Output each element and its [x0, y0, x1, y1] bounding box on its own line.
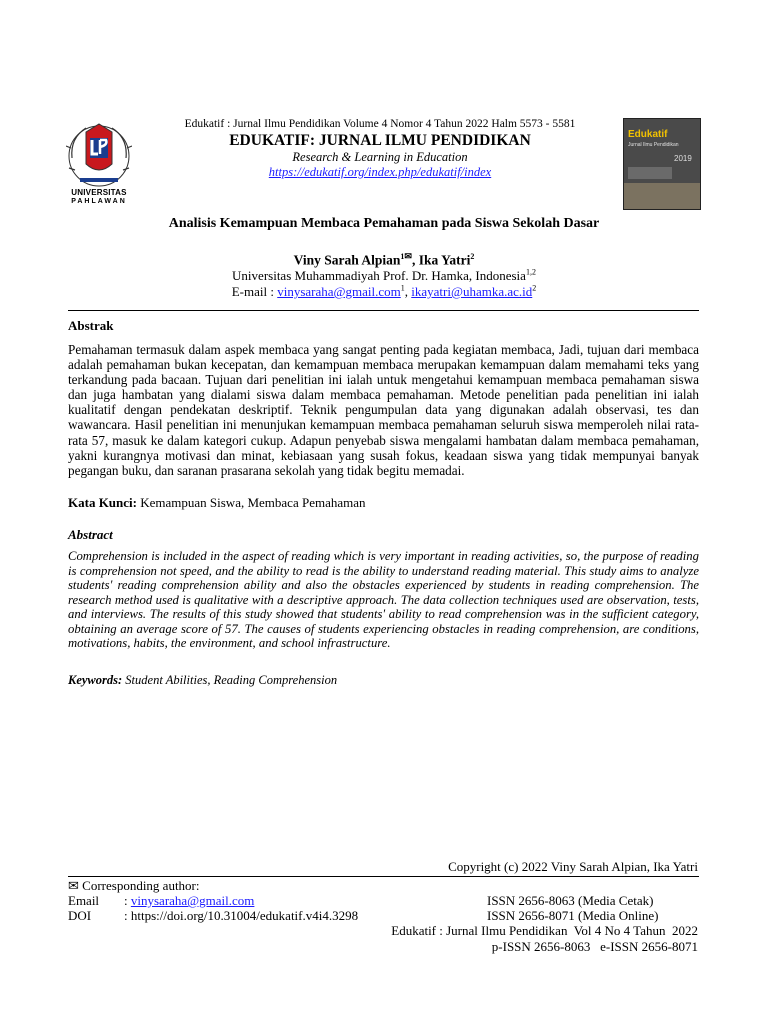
cover-year: 2019: [674, 154, 692, 163]
affiliation-text: Universitas Muhammadiyah Prof. Dr. Hamka, Indonesia: [232, 268, 526, 283]
abstract-keywords-text: Student Abilities, Reading Comprehension: [122, 673, 338, 687]
divider-bottom: [68, 876, 699, 877]
abstract-heading: Abstract: [68, 527, 113, 542]
envelope-icon: ✉: [404, 251, 412, 261]
email-1-sup: 1: [400, 283, 405, 293]
corresponding-label: Corresponding author:: [82, 878, 200, 893]
authors-line: Viny Sarah Alpian$^{1✉}$, Ika Yatri$^2$: [293, 251, 475, 268]
abstrak-keywords-label: Kata Kunci:: [68, 495, 137, 510]
affiliation: [60, 268, 708, 284]
footer-doi-value: : https://doi.org/10.31004/edukatif.v4i4.3298: [124, 908, 359, 923]
email-2-sup: 2: [532, 283, 537, 293]
cover-text-block: [628, 167, 672, 179]
footer-email-sep: :: [124, 893, 131, 908]
abstrak-body: Pemahaman termasuk dalam aspek membaca yang sangat penting pada kegiatan membaca, Jadi, tujuan dari membaca adalah pemahaman bukan kecepatan, dan kemampuan membaca merupakan kemampuan dalam memahami teks yang terkandung pada bacaan. Tujuan dari penelitian ini ialah untuk mengetahui kemampuan membaca pemahaman siswa dan juga hambatan yang dialami siswa dalam membaca pemahaman. Metode penelitian pada penelitian ini ialah kualitatif dengan pendekatan deskriptif. Teknik pengumpulan data yang digunakan adalah observasi, tes dan wawancara. Hasil penelitian ini menunjukan kemampuan membaca pemahaman seluruh siswa memperoleh nilai rata-rata 57, masuk ke dalam kategori cukup. Adapun penyebab siswa mengalami hambatan dalam membaca pemahaman, yakni kurangnya motivasi dan minat, kebiasaan yang susah fokus, keadaan siswa yang tidak mempunyai banyak pegangan buku, dan saranan prasarana sekolah yang tidak begitu memadai.: [68, 342, 699, 478]
corresponding-line: [68, 878, 200, 894]
cover-subtitle: Jurnal Ilmu Pendidikan: [628, 142, 679, 148]
affiliation-sup: 1,2: [525, 267, 536, 277]
envelope-icon: ✉: [68, 878, 79, 893]
email-label: E-mail :: [231, 284, 278, 299]
issn-online: ISSN 2656-8071 (Media Online): [487, 908, 659, 923]
abstract-keywords-label: Keywords:: [68, 673, 123, 687]
journal-url-link[interactable]: [140, 165, 620, 180]
footer-issn-line: p-ISSN 2656-8063 e-ISSN 2656-8071: [491, 939, 698, 954]
author-1-name: Viny Sarah Alpian: [293, 252, 401, 268]
journal-subtitle: Research & Learning in Education: [292, 150, 468, 164]
footer-email: [124, 893, 254, 909]
abstrak-keywords: [68, 495, 699, 511]
logo-text-universitas: UNIVERSITAS: [71, 188, 127, 197]
footer-journal-line: Edukatif : Jurnal Ilmu Pendidikan Vol 4 No 4 Tahun 2022: [391, 923, 698, 938]
journal-cover-image: [623, 118, 701, 210]
university-logo: [66, 118, 132, 212]
logo-text-pahlawan: PAHLAWAN: [71, 198, 127, 205]
cover-title: Edukatif: [628, 129, 668, 140]
abstract-keywords: [68, 673, 699, 688]
footer-doi-label: DOI: [68, 908, 92, 923]
journal-citation: Edukatif : Jurnal Ilmu Pendidikan Volume 4 Nomor 4 Tahun 2022 Halm 5573 - 5581: [184, 118, 576, 130]
divider-top: [68, 310, 699, 311]
cover-photo: [624, 183, 700, 209]
author-1-sup: 1: [400, 252, 405, 261]
footer-email-label: Email: [68, 893, 100, 908]
author-2-sup: 2: [470, 252, 475, 261]
issn-print: ISSN 2656-8063 (Media Cetak): [487, 893, 654, 908]
article-title: Analisis Kemampuan Membaca Pemahaman pada Siswa Sekolah Dasar: [168, 216, 600, 231]
email-line: E-mail : vinysaraha@gmail.com$^1$, $ikayatri@uhamka.ac.id^2$: [231, 283, 537, 299]
abstract-body: Comprehension is included in the aspect of reading which is very important in reading activities, so, the purpose of reading is comprehension not speed, and the ability to read is the ability to understand reading material. This study aims to analyze students' reading comprehension ability and also the obstacles experienced by students in reading comprehension. The research method used is qualitative with a descriptive approach. The data collection techniques used are observation, tests, and interviews. The results of this study showed that students' ability to read comprehension was in the sufficient category, obtaining an average score of 57. The causes of students experiencing obstacles in reading comprehension, are conditions, motivations, habits, the environment, and school infrastructure.: [68, 549, 699, 650]
abstrak-heading: Abstrak: [68, 318, 114, 333]
journal-title: EDUKATIF: JURNAL ILMU PENDIDIKAN: [229, 132, 531, 149]
copyright: Copyright (c) 2022 Viny Sarah Alpian, Ika Yatri: [448, 859, 698, 874]
email-1-link[interactable]: vinysaraha@gmail.com: [277, 284, 401, 299]
journal-url-text[interactable]: https://edukatif.org/index.php/edukatif/index: [268, 165, 492, 179]
author-2-name: Ika Yatri: [418, 252, 471, 268]
email-2-link[interactable]: ikayatri@uhamka.ac.id: [411, 284, 533, 299]
footer-email-link[interactable]: vinysaraha@gmail.com: [130, 893, 255, 908]
abstrak-keywords-text: Kemampuan Siswa, Membaca Pemahaman: [136, 495, 366, 510]
